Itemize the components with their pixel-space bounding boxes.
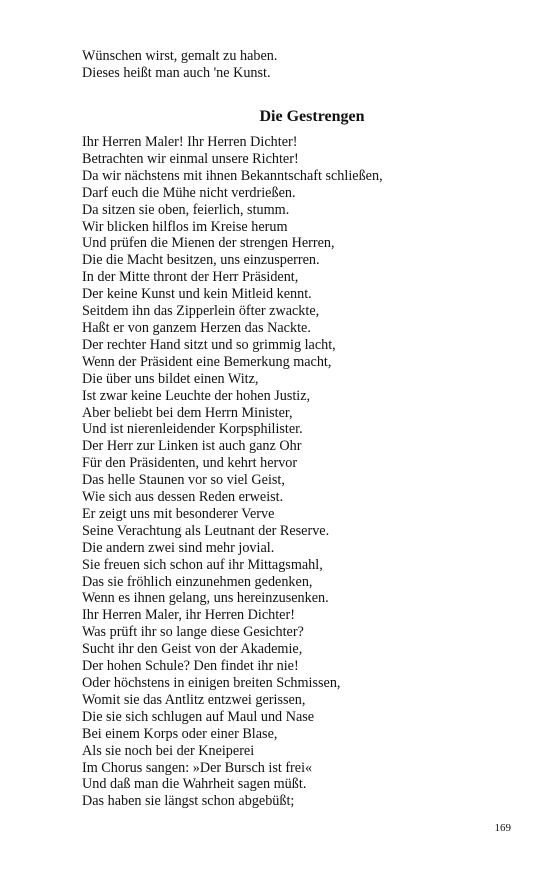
poem-line: Da sitzen sie oben, feierlich, stumm. bbox=[82, 201, 290, 218]
poem-line: Die die Macht besitzen, uns einzusperren. bbox=[82, 252, 320, 269]
poem-line: Die andern zwei sind mehr jovial. bbox=[82, 539, 275, 556]
prelude-line: Wünschen wirst, gemalt zu haben. bbox=[82, 48, 278, 64]
prelude-line: Dieses heißt man auch 'ne Kunst. bbox=[82, 64, 271, 81]
poem-line: Was prüft ihr so lange diese Gesichter? bbox=[82, 624, 304, 641]
poem-line: Die sie sich schlugen auf Maul und Nase bbox=[82, 708, 315, 725]
poem-line: Bei einem Korps oder einer Blase, bbox=[82, 725, 278, 742]
poem-line: Sie freuen sich schon auf ihr Mittagsmahl, bbox=[82, 556, 323, 573]
poem-line: Betrachten wir einmal unsere Richter! bbox=[82, 150, 299, 167]
poem-line: Da wir nächstens mit ihnen Bekanntschaft schließen, bbox=[82, 167, 383, 184]
poem-line: Ist zwar keine Leuchte der hohen Justiz, bbox=[82, 387, 311, 404]
poem-line: Darf euch die Mühe nicht verdrießen. bbox=[82, 184, 296, 201]
poem-line: Sucht ihr den Geist von der Akademie, bbox=[82, 641, 303, 658]
poem-line: Der hohen Schule? Den findet ihr nie! bbox=[82, 658, 299, 675]
poem-line: Im Chorus sangen: »Der Bursch ist frei« bbox=[82, 759, 313, 776]
poem-line: Und prüfen die Mienen der strengen Herren, bbox=[82, 235, 335, 252]
poem-title: Die Gestrengen bbox=[259, 108, 365, 125]
poem-line: Er zeigt uns mit besonderer Verve bbox=[82, 505, 275, 522]
poem-line: Der Herr zur Linken ist auch ganz Ohr bbox=[82, 438, 302, 455]
poem-line: Seitdem ihn das Zipperlein öfter zwackte, bbox=[82, 303, 320, 320]
poem-line: Die über uns bildet einen Witz, bbox=[82, 370, 259, 387]
poem-line: Wenn es ihnen gelang, uns hereinzusenken. bbox=[82, 590, 329, 607]
poem-line: Und daß man die Wahrheit sagen müßt. bbox=[82, 776, 307, 793]
poem-line: Für den Präsidenten, und kehrt hervor bbox=[82, 455, 298, 472]
poem-line: Ihr Herren Maler, ihr Herren Dichter! bbox=[82, 607, 295, 624]
poem-line: Das haben sie längst schon abgebüßt; bbox=[82, 793, 295, 810]
poem-line: Der rechter Hand sitzt und so grimmig lacht, bbox=[82, 336, 336, 353]
poem-line: Oder höchstens in einigen breiten Schmissen, bbox=[82, 675, 341, 691]
poem-line: Aber beliebt bei dem Herrn Minister, bbox=[82, 404, 293, 421]
poem-line: Und ist nierenleidender Korpsphilister. bbox=[82, 421, 303, 438]
poem-line: Wie sich aus dessen Reden erweist. bbox=[82, 489, 284, 506]
poem-body bbox=[82, 134, 522, 810]
poem-line: Womit sie das Antlitz entzwei gerissen, bbox=[82, 691, 306, 708]
poem-line: Das helle Staunen vor so viel Geist, bbox=[82, 472, 285, 489]
poem-line: Haßt er von ganzem Herzen das Nackte. bbox=[82, 319, 311, 336]
poem-line: Wir blicken hilflos im Kreise herum bbox=[82, 218, 288, 235]
poem-line: Wenn der Präsident eine Bemerkung macht, bbox=[82, 353, 332, 370]
page-number: 169 bbox=[494, 822, 511, 834]
poem-line: Das sie fröhlich einzunehmen gedenken, bbox=[82, 573, 313, 590]
poem-line: Der keine Kunst und kein Mitleid kennt. bbox=[82, 286, 312, 303]
poem-line: In der Mitte thront der Herr Präsident, bbox=[82, 269, 299, 286]
prelude-stanza bbox=[82, 48, 502, 82]
poem-line: Ihr Herren Maler! Ihr Herren Dichter! bbox=[82, 134, 298, 150]
poem-line: Seine Verachtung als Leutnant der Reserve. bbox=[82, 522, 330, 539]
poem-line: Als sie noch bei der Kneiperei bbox=[82, 742, 255, 759]
